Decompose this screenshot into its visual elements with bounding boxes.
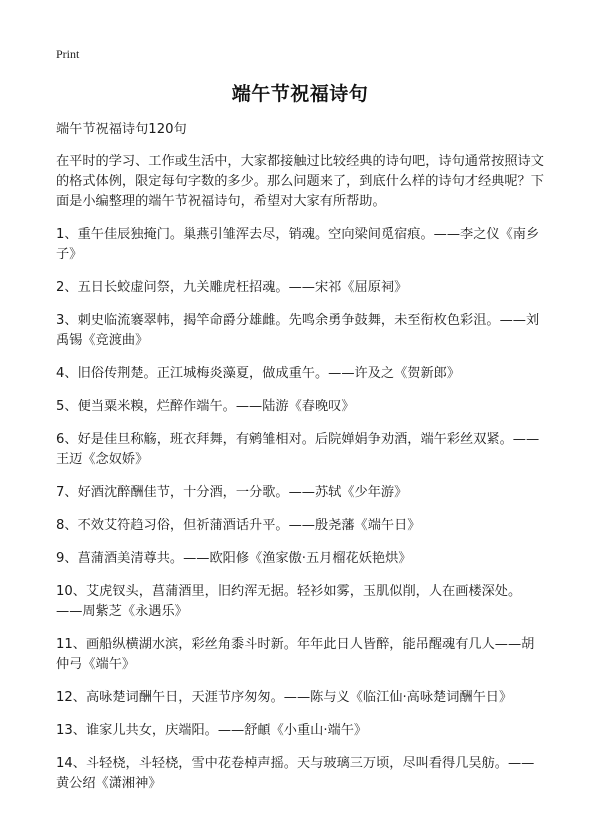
print-link[interactable]: Print [56, 47, 80, 61]
verse-item: 10、艾虎钗头，菖蒲酒里，旧约浑无据。轻衫如雾，玉肌似削，人在画楼深处。——周紫芝《永遇乐》 [56, 584, 522, 619]
verse-item: 5、便当粟米糗，烂醉作端午。——陆游《春晚叹》 [56, 399, 355, 414]
verse-item: 6、好是佳旦称觞，班衣拜舞，有鹓雏相对。后院婵娟争劝酒，端午彩丝双紧。——王迈《念奴娇》 [56, 432, 540, 467]
verse-item: 3、刺史临流褰翠帏，揭竿命爵分雄雌。先鸣余勇争鼓舞，未至衔枚色彩沮。——刘禹锡《竞渡曲》 [56, 313, 540, 348]
verse-item: 2、五日长蛟虚问祭，九关雕虎枉招魂。——宋祁《屈原祠》 [56, 280, 408, 295]
verse-item: 1、重午佳辰独掩门。巢燕引雏浑去尽，销魂。空向梁间觅宿痕。——李之仪《南乡子》 [56, 227, 540, 262]
page-title: 端午节祝福诗句 [231, 83, 369, 105]
verse-item: 7、好酒沈醉酬佳节，十分酒，一分歌。——苏轼《少年游》 [56, 485, 408, 500]
intro-paragraph: 在平时的学习、工作或生活中，大家都接触过比较经典的诗句吧，诗句通常按照诗文的格式体例，限定每句字数的多少。那么问题来了，到底什么样的诗句才经典呢？下面是小编整理的端午节祝福诗句，希望对大家有所帮助。 [56, 154, 544, 209]
article-subtitle: 端午节祝福诗句120句 [56, 122, 187, 137]
verse-item: 12、高咏楚词酬午日，天涯节序匆匆。——陈与义《临江仙·高咏楚词酬午日》 [56, 690, 513, 705]
verse-item: 8、不效艾符趋习俗，但祈蒲酒话升平。——殷尧藩《端午日》 [56, 518, 421, 533]
verse-item: 11、画船纵横湖水滨，彩丝角黍斗时新。年年此日人皆醉，能吊醒魂有几人——胡仲弓《端午》 [56, 637, 535, 672]
verse-item: 13、谁家儿共女，庆端阳。——舒頔《小重山·端午》 [56, 723, 368, 738]
article-body [56, 120, 546, 807]
verse-item: 14、斗轻桡，斗轻桡，雪中花卷棹声摇。天与玻璃三万顷，尽叫看得几吴舫。——黄公绍《潇湘神》 [56, 756, 535, 791]
verse-item: 9、菖蒲酒美清尊共。——欧阳修《渔家傲·五月榴花妖艳烘》 [56, 551, 412, 566]
verse-item: 4、旧俗传荆楚。正江城梅炎藻夏，做成重午。——许及之《贺新郎》 [56, 366, 461, 381]
